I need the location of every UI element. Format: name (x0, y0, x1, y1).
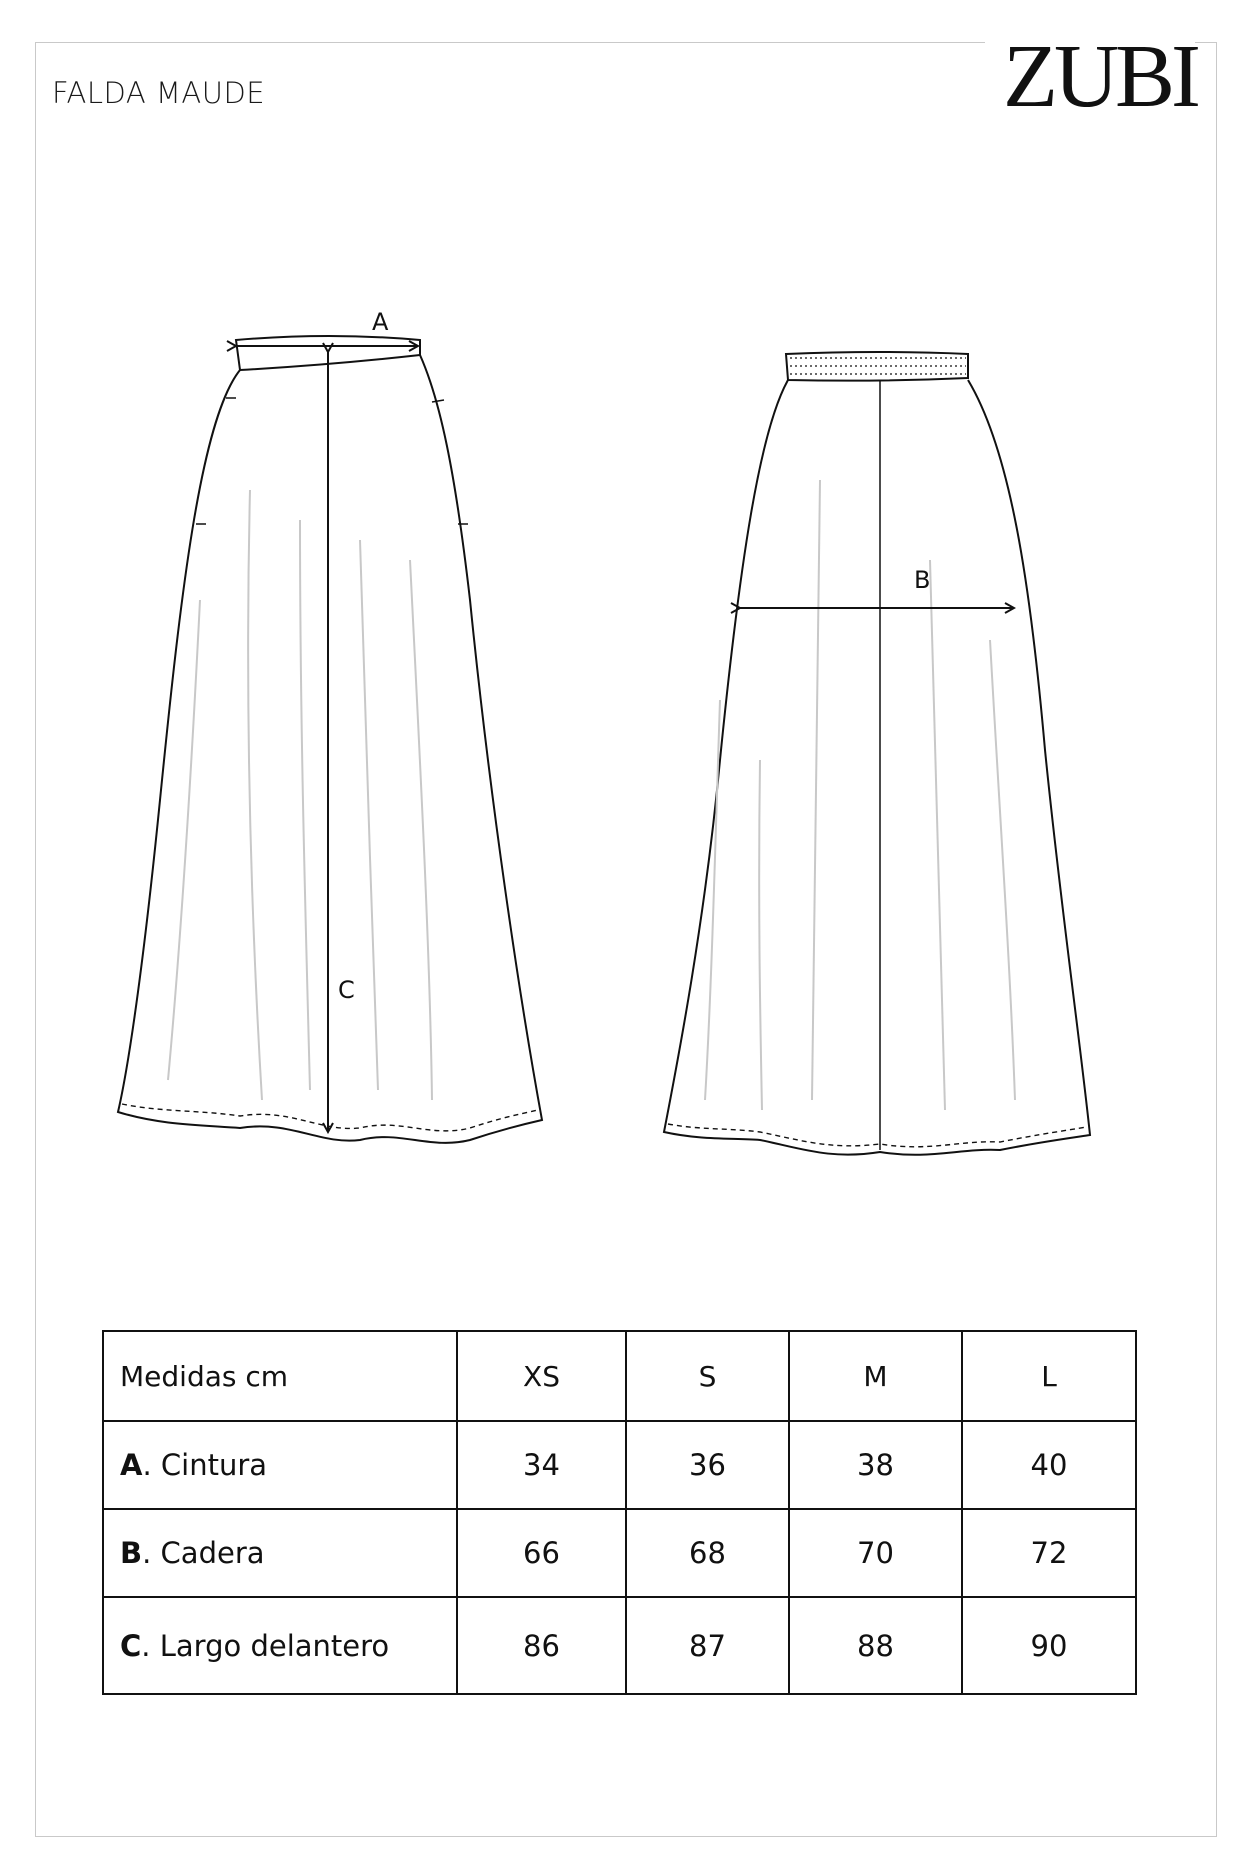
table-cell: 87 (626, 1597, 789, 1694)
label-b: B (914, 566, 931, 594)
label-c: C (338, 976, 355, 1004)
table-cell: 68 (626, 1509, 789, 1597)
table-row (103, 1509, 1136, 1597)
row-label-text: . Largo delantero (141, 1628, 390, 1663)
header-cell-m: M (789, 1331, 962, 1421)
row-letter: B (120, 1536, 143, 1570)
row-label-cintura (103, 1421, 457, 1509)
size-table-container (102, 1330, 1137, 1695)
table-cell: 40 (962, 1421, 1136, 1509)
table-cell: 34 (457, 1421, 626, 1509)
product-title: FALDA MAUDE (52, 76, 266, 110)
row-label-text: . Cadera (142, 1536, 265, 1570)
table-cell: 90 (962, 1597, 1136, 1694)
table-row (103, 1421, 1136, 1509)
header-cell-l: L (962, 1331, 1136, 1421)
row-letter: A (120, 1448, 143, 1482)
row-label-largo (103, 1597, 457, 1694)
header-cell-xs: XS (457, 1331, 626, 1421)
table-cell: 36 (626, 1421, 789, 1509)
table-row (103, 1597, 1136, 1694)
table-cell: 38 (789, 1421, 962, 1509)
header-cell-s: S (626, 1331, 789, 1421)
table-header-row (103, 1331, 1136, 1421)
front-skirt-drawing (118, 336, 542, 1143)
row-label-text: . Cintura (142, 1448, 268, 1482)
label-a: A (372, 308, 389, 336)
header-cell-measures: Medidas cm (103, 1331, 457, 1421)
table-cell: 66 (457, 1509, 626, 1597)
table-cell: 88 (789, 1597, 962, 1694)
table-cell: 72 (962, 1509, 1136, 1597)
table-cell: 86 (457, 1597, 626, 1694)
back-skirt-drawing (664, 352, 1090, 1155)
size-table (102, 1330, 1137, 1695)
row-label-cadera (103, 1509, 457, 1597)
front-skirt-folds (168, 490, 432, 1100)
brand-logo: ZUBI (1003, 27, 1197, 126)
back-skirt-folds (705, 480, 1015, 1110)
row-letter: C (120, 1628, 142, 1663)
table-cell: 70 (789, 1509, 962, 1597)
